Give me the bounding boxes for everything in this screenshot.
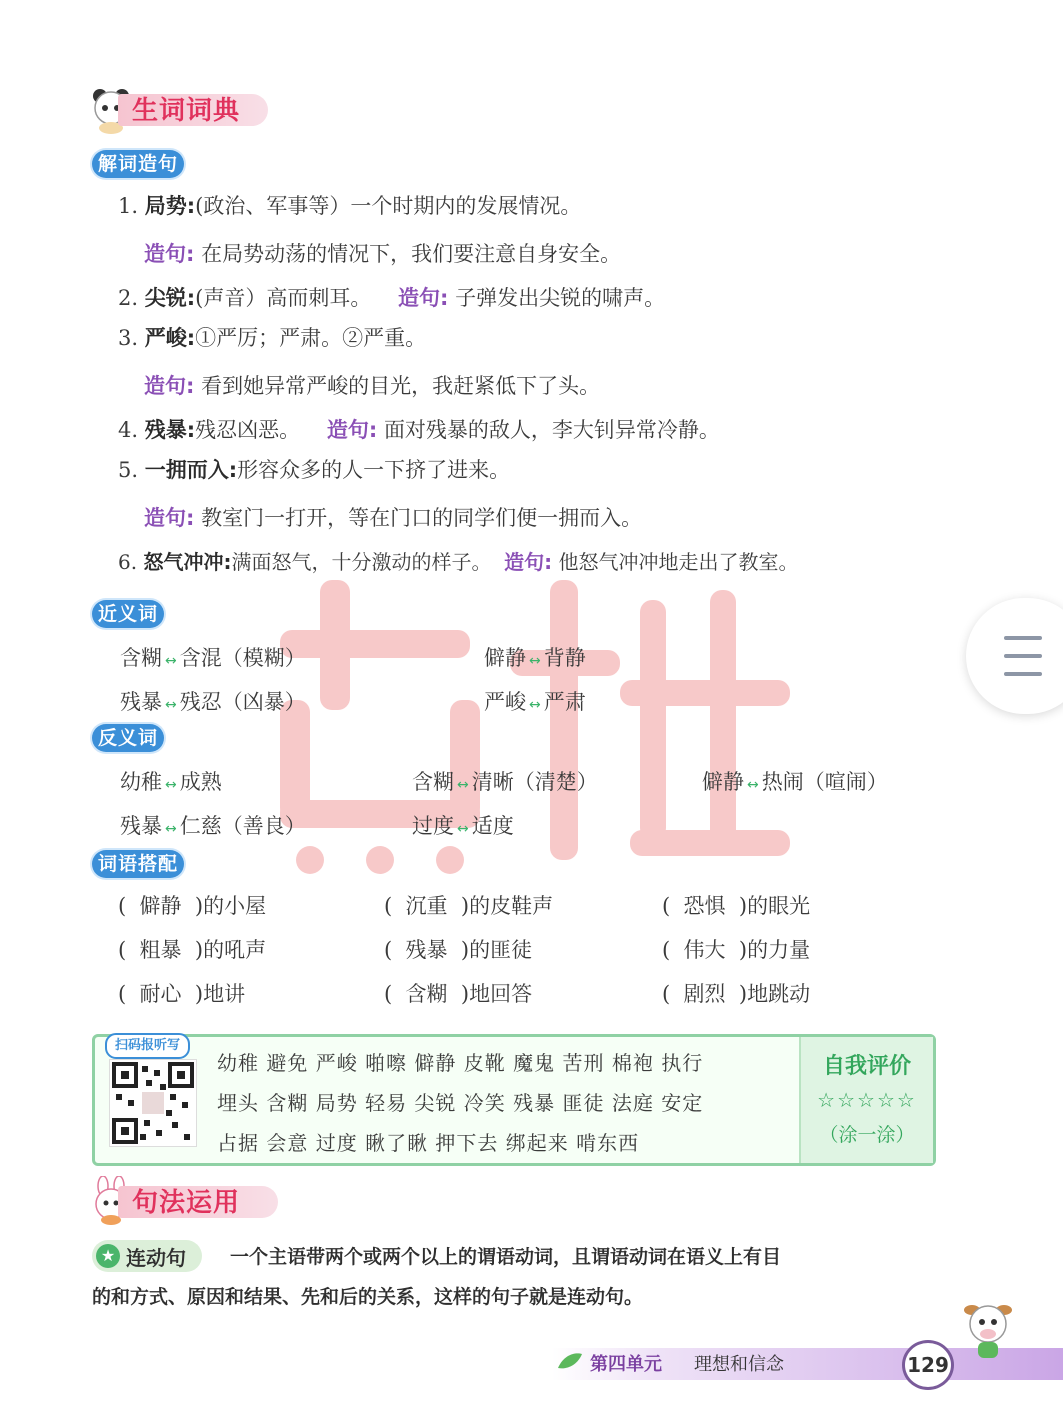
collocation-fill: 剧烈 xyxy=(683,982,726,1006)
cow-mascot-icon xyxy=(958,1296,1018,1362)
collocation-rest: 地讲 xyxy=(203,982,246,1006)
item-word: 怒气冲冲 xyxy=(143,550,224,574)
collocation-rest: 的吼声 xyxy=(203,938,267,962)
collocation-rest: 的眼光 xyxy=(747,894,811,918)
item-word: 严峻 xyxy=(144,326,187,350)
jieci-item-1 xyxy=(118,190,581,220)
tag-dapei: 词语搭配 xyxy=(92,850,184,878)
word-a: 含糊 xyxy=(120,646,162,670)
item-definition: (政治、军事等）一个时期内的发展情况。 xyxy=(195,194,582,218)
item-word: 尖锐 xyxy=(144,286,187,310)
example-sentence: 教室门一打开，等在门口的同学们便一拥而入。 xyxy=(201,506,643,530)
item-sep: : xyxy=(223,550,232,574)
word-b: 仁慈（善良） xyxy=(179,814,306,838)
collocation-rest: 的力量 xyxy=(747,938,811,962)
jieci-item-5 xyxy=(118,454,510,484)
zaoju-label: 造句: xyxy=(504,550,553,574)
word-b: 清晰（清楚） xyxy=(471,770,598,794)
qr-code-icon[interactable] xyxy=(109,1059,197,1147)
collocation-item: ( 耐心 )地讲 xyxy=(118,982,246,1006)
item-sep: : xyxy=(186,286,196,310)
antonym-pair xyxy=(702,766,888,796)
double-arrow-icon: ↔ xyxy=(457,821,469,837)
item-number: 1. xyxy=(118,194,139,218)
word-b: 含混（模糊） xyxy=(179,646,306,670)
word-b: 热闹（喧闹） xyxy=(761,770,888,794)
collocation-fill: 残暴 xyxy=(405,938,448,962)
collocation-item: ( 僻静 )的小屋 xyxy=(118,894,267,918)
antonym-pair xyxy=(412,810,514,840)
collocation-rest: 地回答 xyxy=(469,982,533,1006)
tag-jieci: 解词造句 xyxy=(92,150,184,178)
synonym-pair xyxy=(484,686,586,716)
zaoju-label: 造句: xyxy=(144,242,195,266)
collocation-fill: 粗暴 xyxy=(139,938,182,962)
item-definition: 满面怒气，十分激动的样子。 xyxy=(231,550,492,574)
liandong-text-1: 一个主语带两个或两个以上的谓语动词，且谓语动词在语义上有目 xyxy=(230,1246,782,1268)
word-b: 严肃 xyxy=(543,690,586,714)
word-b: 背静 xyxy=(543,646,586,670)
double-arrow-icon: ↔ xyxy=(165,653,177,669)
example-sentence: 他怒气冲冲地走出了教室。 xyxy=(558,550,799,574)
jieci-sentence-5 xyxy=(144,502,642,532)
example-sentence: 看到她异常严峻的目光，我赶紧低下了头。 xyxy=(201,374,601,398)
menu-icon-bar xyxy=(1004,636,1042,640)
double-arrow-icon: ↔ xyxy=(529,653,541,669)
collocation-item: ( 沉重 )的皮鞋声 xyxy=(384,894,554,918)
section-banner-vocab xyxy=(88,84,288,134)
jieci-sentence-3 xyxy=(144,370,600,400)
word-a: 严峻 xyxy=(484,690,526,714)
synonym-pair xyxy=(484,642,586,672)
word-a: 幼稚 xyxy=(120,770,162,794)
eval-hint: （涂一涂） xyxy=(819,1124,915,1146)
menu-button[interactable] xyxy=(966,598,1063,714)
collocation-fill: 伟大 xyxy=(683,938,726,962)
liandong-label: 连动句 xyxy=(126,1246,186,1270)
menu-icon-bar xyxy=(1004,672,1042,676)
liandong-text-2: 的和方式、原因和结果、先和后的关系，这样的句子就是连动句。 xyxy=(92,1286,644,1308)
double-arrow-icon: ↔ xyxy=(457,777,469,793)
example-sentence: 在局势动荡的情况下，我们要注意自身安全。 xyxy=(201,242,622,266)
page-number: 129 xyxy=(902,1340,954,1390)
word-a: 残暴 xyxy=(120,690,162,714)
jieci-item-2 xyxy=(118,282,665,312)
item-sep: : xyxy=(186,194,196,218)
eval-title: 自我评价 xyxy=(822,1054,911,1079)
jieci-sentence-1 xyxy=(144,238,621,268)
double-arrow-icon: ↔ xyxy=(529,697,541,713)
item-definition: ①严厉；严肃。②严重。 xyxy=(195,326,427,350)
item-word: 局势 xyxy=(144,194,187,218)
antonym-pair xyxy=(120,766,222,796)
section-title: 句法运用 xyxy=(132,1188,241,1218)
star-icon: ★ xyxy=(96,1244,120,1268)
zaoju-label: 造句: xyxy=(144,506,195,530)
word-b: 适度 xyxy=(471,814,514,838)
collocation-fill: 耐心 xyxy=(139,982,182,1006)
self-evaluation xyxy=(799,1037,933,1163)
word-a: 含糊 xyxy=(412,770,454,794)
dictation-box xyxy=(92,1034,936,1166)
item-definition: (声音）高而刺耳。 xyxy=(195,286,372,310)
leaf-icon xyxy=(556,1350,584,1372)
item-number: 4. xyxy=(118,418,139,442)
dictation-words xyxy=(217,1043,797,1163)
synonym-pair xyxy=(120,686,306,716)
collocation-fill: 含糊 xyxy=(405,982,448,1006)
dictation-line: 幼稚 避免 严峻 啪嚓 僻静 皮靴 魔鬼 苦刑 棉袍 执行 xyxy=(217,1051,704,1075)
item-number: 2. xyxy=(118,286,139,310)
word-a: 过度 xyxy=(412,814,454,838)
watermark xyxy=(250,560,810,880)
zaoju-label: 造句: xyxy=(144,374,195,398)
footer-theme: 理想和信念 xyxy=(694,1354,784,1375)
zaoju-label: 造句: xyxy=(398,286,449,310)
section-banner-syntax xyxy=(88,1176,298,1226)
example-sentence: 面对残暴的敌人，李大钊异常冷静。 xyxy=(383,418,720,442)
footer-unit: 第四单元 xyxy=(590,1354,662,1375)
collocation-fill: 沉重 xyxy=(405,894,448,918)
word-b: 残忍（凶暴） xyxy=(179,690,306,714)
antonym-pair xyxy=(120,810,306,840)
word-b: 成熟 xyxy=(179,770,222,794)
item-definition: 残忍凶恶。 xyxy=(195,418,301,442)
collocation-rest: 的匪徒 xyxy=(469,938,533,962)
item-number: 6. xyxy=(118,550,138,574)
collocation-item: ( 伟大 )的力量 xyxy=(662,938,811,962)
double-arrow-icon: ↔ xyxy=(165,697,177,713)
collocation-item: ( 恐惧 )的眼光 xyxy=(662,894,811,918)
item-sep: : xyxy=(186,326,196,350)
qr-tag: 扫码报听写 xyxy=(105,1033,190,1059)
collocation-item: ( 剧烈 )地跳动 xyxy=(662,982,811,1006)
collocation-item: ( 含糊 )地回答 xyxy=(384,982,533,1006)
collocation-rest: 地跳动 xyxy=(747,982,811,1006)
example-sentence: 子弹发出尖锐的啸声。 xyxy=(455,286,666,310)
dictation-line: 埋头 含糊 局势 轻易 尖锐 冷笑 残暴 匪徒 法庭 安定 xyxy=(217,1091,704,1115)
collocation-fill: 僻静 xyxy=(139,894,182,918)
collocation-fill: 恐惧 xyxy=(683,894,726,918)
item-sep: : xyxy=(186,418,196,442)
tag-jinyi: 近义词 xyxy=(92,600,164,628)
item-definition: 形容众多的人一下挤了进来。 xyxy=(237,458,511,482)
item-word: 残暴 xyxy=(144,418,187,442)
item-word: 一拥而入 xyxy=(144,458,229,482)
antonym-pair xyxy=(412,766,598,796)
collocation-rest: 的小屋 xyxy=(203,894,267,918)
star-rating-icon[interactable]: ☆☆☆☆☆ xyxy=(817,1088,917,1112)
dictation-line: 占据 会意 过度 瞅了瞅 押下去 绑起来 啃东西 xyxy=(217,1131,640,1155)
double-arrow-icon: ↔ xyxy=(165,821,177,837)
collocation-item: ( 残暴 )的匪徒 xyxy=(384,938,533,962)
word-a: 僻静 xyxy=(702,770,744,794)
jieci-item-4 xyxy=(118,414,720,444)
zaoju-label: 造句: xyxy=(326,418,378,442)
double-arrow-icon: ↔ xyxy=(747,777,759,793)
section-title: 生词词典 xyxy=(132,96,241,126)
double-arrow-icon: ↔ xyxy=(165,777,177,793)
item-sep: : xyxy=(228,458,238,482)
item-number: 3. xyxy=(118,326,139,350)
synonym-pair xyxy=(120,642,306,672)
collocation-item: ( 粗暴 )的吼声 xyxy=(118,938,267,962)
jieci-item-3 xyxy=(118,322,426,352)
menu-icon-bar xyxy=(1004,654,1042,658)
word-a: 僻静 xyxy=(484,646,526,670)
tag-fanyi: 反义词 xyxy=(92,724,164,752)
jieci-item-6 xyxy=(118,546,799,575)
collocation-rest: 的皮鞋声 xyxy=(469,894,554,918)
item-number: 5. xyxy=(118,458,139,482)
liandong-label-pill xyxy=(92,1240,202,1272)
word-a: 残暴 xyxy=(120,814,162,838)
